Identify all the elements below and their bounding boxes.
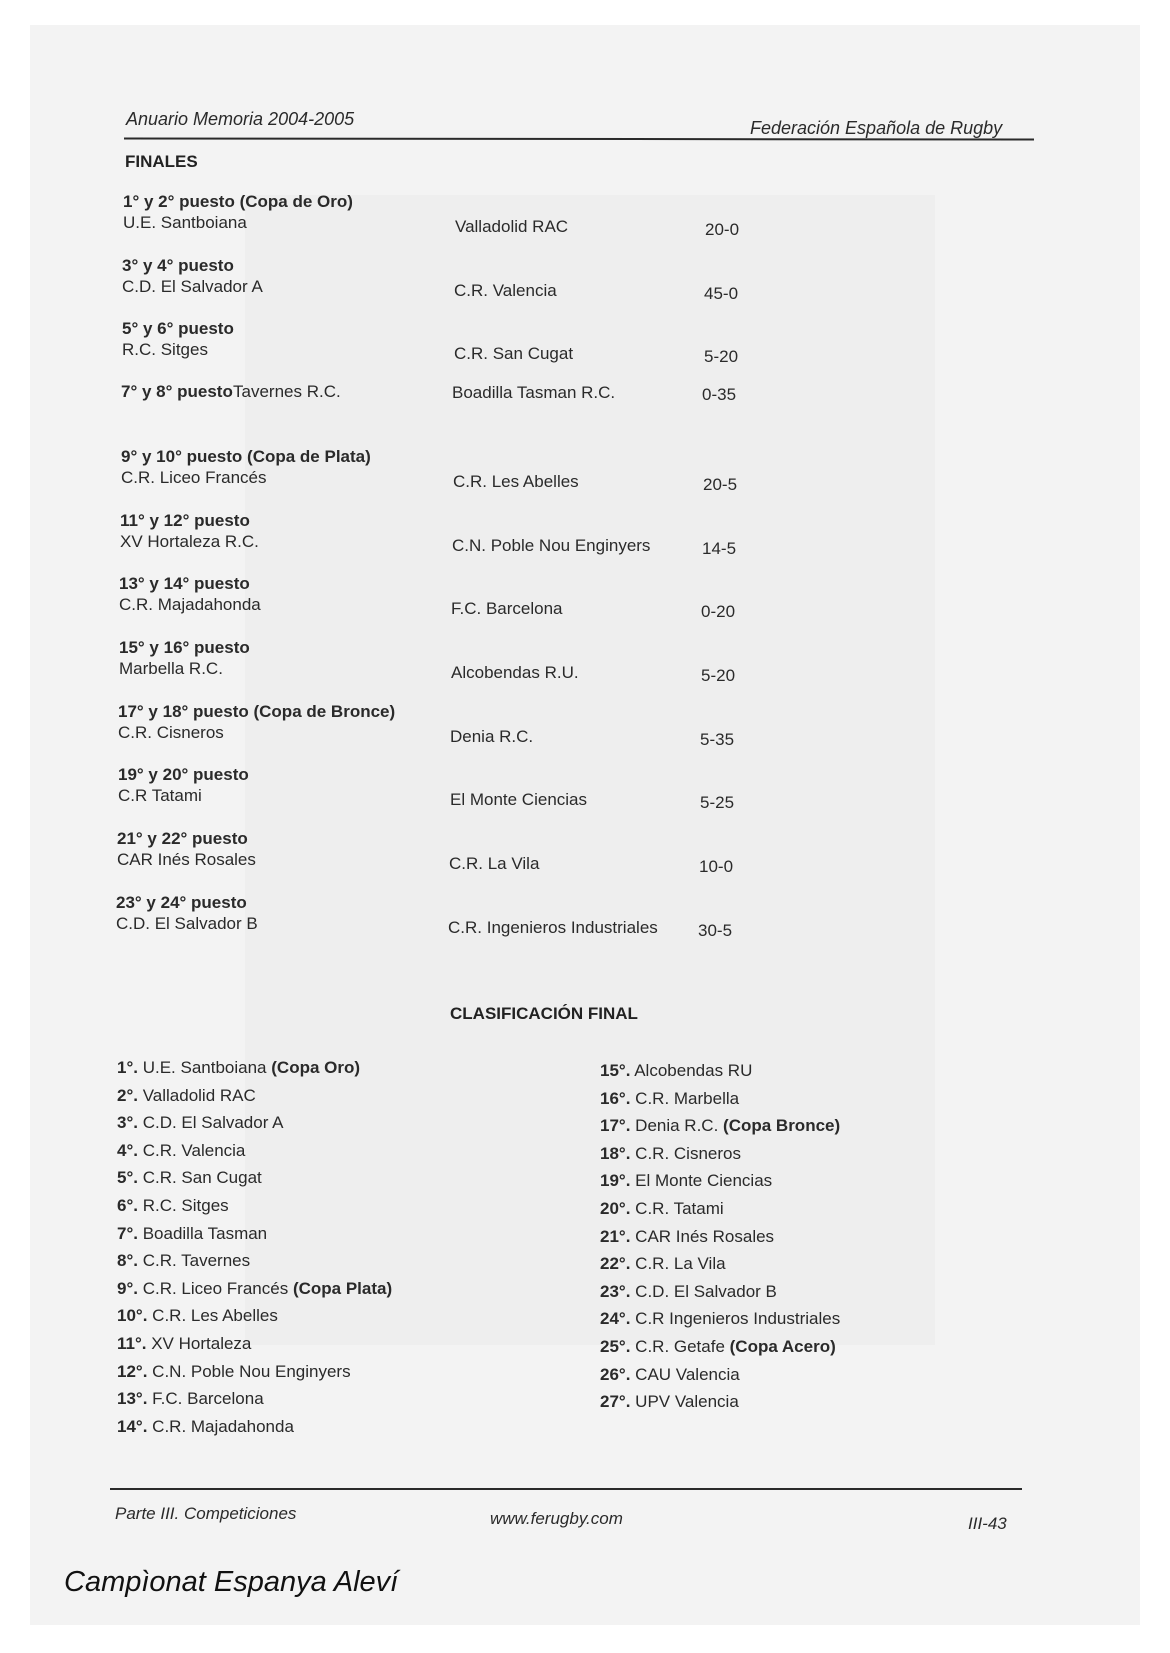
final-home-team: C.D. El Salvador B (116, 914, 258, 933)
ranking-team: C.R. Liceo Francés (137, 1278, 293, 1298)
ranking-item (117, 1220, 392, 1248)
ranking-item (600, 1278, 840, 1306)
final-puesto: 5° y 6° puesto (122, 319, 234, 338)
header-right: Federación Española de Rugby (750, 118, 1003, 138)
ranking-item (600, 1057, 840, 1085)
ranking-team: U.E. Santboiana (137, 1058, 272, 1077)
ranking-team: C.R. Tavernes (137, 1251, 251, 1271)
ranking-position: 2°. (117, 1085, 138, 1105)
ranking-team: CAU Valencia (630, 1364, 740, 1384)
final-score: 10-0 (699, 857, 734, 876)
ranking-position: 22°. (600, 1254, 631, 1274)
ranking-team: C.R. Majadahonda (147, 1416, 294, 1436)
final-score: 20-0 (705, 220, 740, 239)
ranking-item (600, 1112, 840, 1140)
ranking-item (117, 1247, 392, 1275)
ranking-item (600, 1085, 840, 1113)
final-home-team: Tavernes R.C. (233, 382, 341, 401)
final-puesto: 23° y 24° puesto (116, 893, 247, 912)
ranking-item (117, 1192, 392, 1220)
ranking-position: 23°. (600, 1281, 631, 1301)
clasificacion-right-column (600, 1057, 840, 1416)
ranking-team: C.R. Cisneros (630, 1143, 741, 1163)
header-left: Anuario Memoria 2004-2005 (126, 109, 355, 129)
ranking-team: Valladolid RAC (137, 1085, 256, 1105)
final-score: 0-20 (701, 602, 736, 621)
footer-left: Parte III. Competiciones (115, 1504, 297, 1523)
ranking-team: XV Hortaleza (146, 1333, 252, 1353)
ranking-item (600, 1167, 840, 1195)
ranking-team: C.R. Getafe (630, 1336, 730, 1356)
clasificacion-title: CLASIFICACIÓN FINAL (450, 1004, 638, 1023)
ranking-item (600, 1250, 840, 1278)
ranking-item (600, 1223, 840, 1251)
ranking-team: C.D. El Salvador B (630, 1281, 777, 1301)
final-home-team: XV Hortaleza R.C. (120, 532, 259, 551)
ranking-position: 5°. (117, 1168, 138, 1188)
ranking-team: F.C. Barcelona (147, 1389, 264, 1409)
final-away-team: Boadilla Tasman R.C. (452, 383, 616, 402)
ranking-item (117, 1330, 392, 1358)
ranking-item (117, 1137, 392, 1165)
ranking-position: 4°. (117, 1140, 138, 1160)
final-puesto: 21° y 22° puesto (117, 829, 248, 848)
final-puesto: 7° y 8° puesto (121, 382, 233, 401)
ranking-item (117, 1109, 392, 1137)
ranking-position: 16°. (600, 1088, 631, 1108)
ranking-position: 15°. (600, 1061, 631, 1080)
ranking-team: C.N. Poble Nou Enginyers (147, 1361, 351, 1381)
ranking-item (117, 1413, 392, 1441)
final-score: 5-20 (701, 666, 736, 685)
ranking-item (117, 1054, 392, 1082)
ranking-position: 27°. (600, 1392, 631, 1412)
ranking-item (600, 1361, 840, 1389)
final-home-team: C.R Tatami (118, 786, 202, 805)
ranking-team: Alcobendas RU (630, 1061, 753, 1080)
ranking-team: Denia R.C. (630, 1116, 724, 1136)
final-puesto: 9° y 10° puesto (Copa de Plata) (121, 447, 371, 466)
ranking-position: 12°. (117, 1361, 148, 1381)
ranking-item (600, 1305, 840, 1333)
ranking-team: C.D. El Salvador A (137, 1113, 284, 1133)
ranking-cup: (Copa Acero) (729, 1336, 836, 1356)
ranking-position: 10°. (117, 1306, 148, 1326)
ranking-team: C.R. Tatami (630, 1198, 724, 1218)
final-away-team: Denia R.C. (450, 727, 534, 746)
final-away-team: C.R. Les Abelles (453, 472, 579, 491)
final-score: 14-5 (702, 539, 737, 558)
final-home-team: R.C. Sitges (122, 340, 208, 359)
final-away-team: El Monte Ciencias (450, 790, 588, 809)
ranking-item (600, 1140, 840, 1168)
ranking-team: C.R. Marbella (630, 1088, 740, 1108)
ranking-position: 21°. (600, 1226, 631, 1246)
ranking-cup: (Copa Oro) (271, 1058, 361, 1077)
ranking-position: 6°. (117, 1195, 138, 1215)
final-score: 5-35 (700, 730, 735, 749)
final-away-team: C.R. Ingenieros Industriales (448, 918, 658, 937)
final-home-team: CAR Inés Rosales (117, 850, 256, 869)
final-puesto: 3° y 4° puesto (122, 256, 234, 275)
final-score: 45-0 (704, 284, 739, 303)
ranking-item (117, 1082, 392, 1110)
ranking-item (600, 1195, 840, 1223)
ranking-position: 13°. (117, 1389, 148, 1409)
footer-right: III-43 (968, 1514, 1007, 1533)
ranking-team: C.R. Les Abelles (147, 1306, 278, 1326)
final-puesto: 11° y 12° puesto (120, 511, 250, 530)
final-score: 20-5 (703, 475, 738, 494)
ranking-position: 25°. (600, 1336, 631, 1356)
ranking-item (117, 1358, 392, 1386)
final-puesto: 13° y 14° puesto (119, 574, 250, 593)
final-home-team: C.R. Liceo Francés (121, 468, 267, 487)
ranking-item (117, 1302, 392, 1330)
final-puesto: 15° y 16° puesto (119, 638, 250, 657)
final-home-team: U.E. Santboiana (123, 213, 247, 232)
footer-rule (110, 1488, 1022, 1490)
ranking-team: UPV Valencia (630, 1392, 739, 1412)
ranking-item (117, 1164, 392, 1192)
final-away-team: Alcobendas R.U. (451, 663, 579, 682)
ranking-position: 9°. (117, 1278, 138, 1298)
final-away-team: F.C. Barcelona (451, 599, 563, 618)
final-away-team: Valladolid RAC (455, 217, 569, 236)
ranking-cup: (Copa Plata) (292, 1278, 393, 1298)
ranking-team: C.R. La Vila (630, 1254, 726, 1274)
ranking-team: CAR Inés Rosales (630, 1226, 775, 1246)
ranking-position: 8°. (117, 1251, 138, 1271)
ranking-team: C.R. San Cugat (137, 1168, 262, 1188)
ranking-position: 24°. (600, 1309, 631, 1329)
final-home-team: C.R. Cisneros (118, 723, 224, 742)
ranking-cup: (Copa Bronce) (723, 1116, 841, 1136)
ranking-position: 11°. (117, 1333, 147, 1353)
final-score: 5-20 (704, 347, 739, 366)
ranking-item (600, 1333, 840, 1361)
ranking-team: R.C. Sitges (137, 1195, 229, 1215)
ranking-position: 19°. (600, 1171, 631, 1191)
ranking-team: El Monte Ciencias (630, 1171, 773, 1191)
final-puesto: 17° y 18° puesto (Copa de Bronce) (118, 702, 396, 721)
final-away-team: C.R. Valencia (454, 281, 557, 300)
final-puesto: 1° y 2° puesto (Copa de Oro) (123, 192, 353, 211)
final-home-team: C.R. Majadahonda (119, 595, 261, 614)
ranking-item (117, 1385, 392, 1413)
ranking-position: 20°. (600, 1198, 631, 1218)
final-score: 5-25 (700, 793, 735, 812)
ranking-team: C.R. Valencia (137, 1140, 246, 1160)
final-home-team: C.D. El Salvador A (122, 277, 263, 296)
final-score: 30-5 (698, 921, 733, 940)
finales-title: FINALES (125, 152, 198, 171)
ranking-team: Boadilla Tasman (137, 1223, 268, 1243)
final-away-team: C.R. San Cugat (454, 344, 574, 363)
ranking-position: 14°. (117, 1416, 148, 1436)
ranking-item (600, 1388, 840, 1416)
ranking-team: C.R Ingenieros Industriales (630, 1309, 841, 1329)
footer-center: www.ferugby.com (490, 1509, 623, 1528)
ranking-position: 18°. (600, 1143, 631, 1163)
ranking-item (117, 1275, 392, 1303)
ranking-position: 7°. (117, 1223, 138, 1243)
clasificacion-left-column (117, 1054, 392, 1440)
ranking-position: 3°. (117, 1113, 138, 1133)
final-score: 0-35 (702, 385, 737, 404)
final-home-team: Marbella R.C. (119, 659, 223, 678)
final-away-team: C.N. Poble Nou Enginyers (452, 536, 651, 555)
caption: Campìonat Espanya Aleví (64, 1566, 399, 1598)
final-away-team: C.R. La Vila (449, 854, 540, 873)
ranking-position: 17°. (600, 1116, 631, 1136)
ranking-position: 26°. (600, 1364, 631, 1384)
ranking-position: 1°. (117, 1058, 138, 1077)
final-puesto: 19° y 20° puesto (118, 765, 249, 784)
